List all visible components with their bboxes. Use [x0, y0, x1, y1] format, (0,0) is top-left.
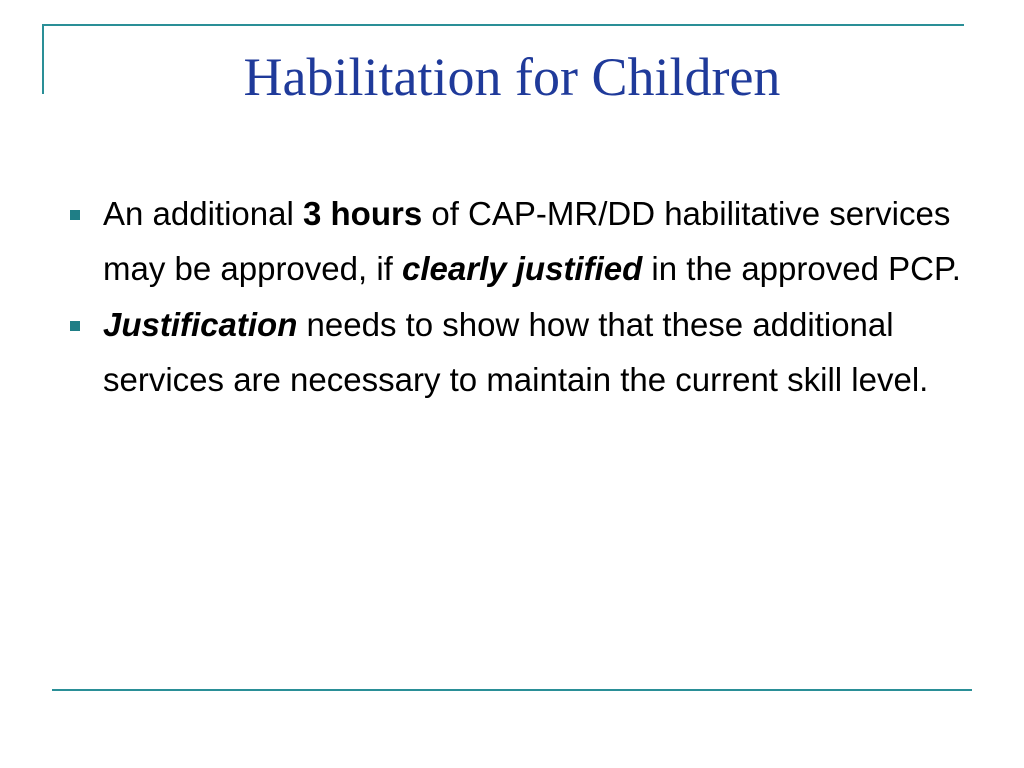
slide-title: Habilitation for Children [243, 47, 781, 107]
bullet-text: An additional [103, 195, 303, 232]
emphasis-justification: Justification [103, 306, 298, 343]
emphasis-hours: 3 hours [302, 195, 423, 232]
bullet-list [70, 186, 970, 407]
bullet-item-additional-hours [70, 186, 970, 296]
bullet-text: of CAP-MR/DD habilitative services may be approved, if [103, 195, 951, 287]
emphasis-justified: clearly justified [402, 250, 643, 287]
bullet-text: in the approved PCP. [642, 250, 961, 287]
bullet-text: needs to show how that these additional services are necessary to maintain the current skill level. [103, 306, 929, 398]
square-bullet-icon [70, 321, 80, 331]
top-divider-line [42, 24, 964, 26]
bottom-divider-line [52, 689, 972, 691]
square-bullet-icon [70, 210, 80, 220]
bullet-item-justification [70, 297, 970, 407]
